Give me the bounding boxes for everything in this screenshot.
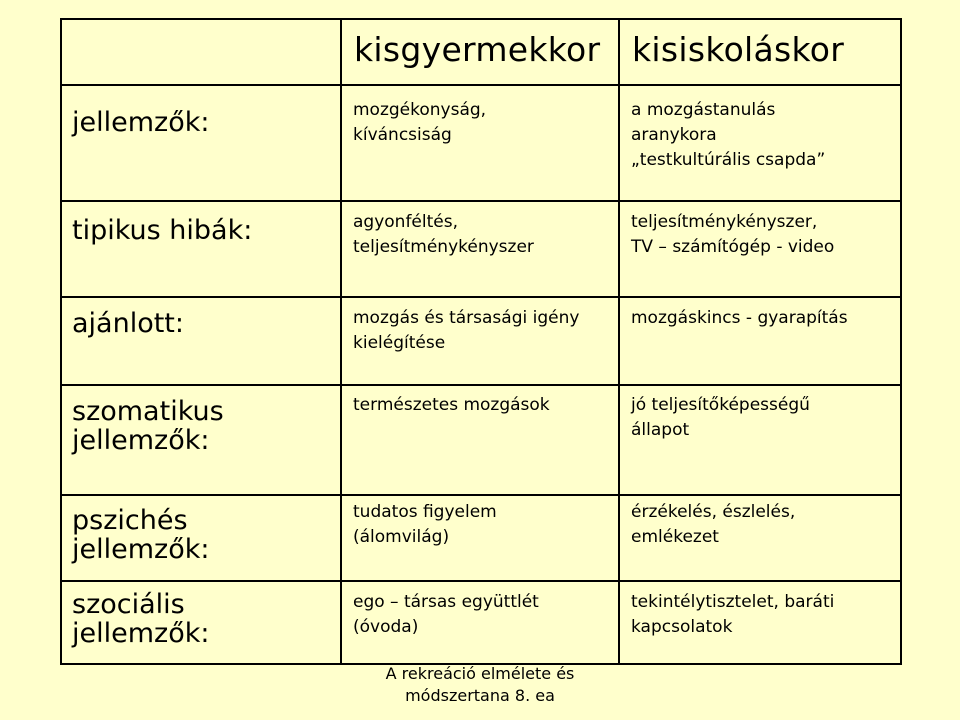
row-label-tipikus-hibak: tipikus hibák:	[61, 201, 341, 297]
cell-kisiskolaskor: a mozgástanulás aranykora „testkultúrális csapda”	[619, 85, 901, 201]
cell-kisgyermekkor: agyonféltés, teljesítménykényszer	[341, 201, 619, 297]
table-row	[61, 201, 901, 297]
row-label-szocialis: szociális jellemzők:	[61, 581, 341, 664]
cell-kisgyermekkor: természetes mozgások	[341, 385, 619, 495]
cell-kisiskolaskor: jó teljesítőképességű állapot	[619, 385, 901, 495]
cell-kisiskolaskor: tekintélytisztelet, baráti kapcsolatok	[619, 581, 901, 664]
cell-kisiskolaskor: érzékelés, észlelés, emlékezet	[619, 495, 901, 581]
header-kisgyermekkor: kisgyermekkor	[341, 19, 619, 85]
table-row	[61, 297, 901, 385]
header-kisiskolaskor: kisiskoláskor	[619, 19, 901, 85]
cell-kisgyermekkor: mozgás és társasági igény kielégítése	[341, 297, 619, 385]
slide-footer: A rekreáció elmélete és módszertana 8. ea	[385, 664, 575, 705]
cell-kisiskolaskor: mozgáskincs - gyarapítás	[619, 297, 901, 385]
table-row	[61, 385, 901, 495]
row-label-ajanlott: ajánlott:	[61, 297, 341, 385]
table-row	[61, 495, 901, 581]
cell-kisgyermekkor: tudatos figyelem (álomvilág)	[341, 495, 619, 581]
comparison-table	[60, 18, 902, 665]
cell-kisgyermekkor: ego – társas együttlét (óvoda)	[341, 581, 619, 664]
header-row	[61, 19, 901, 85]
row-label-szomatikus: szomatikus jellemzők:	[61, 385, 341, 495]
row-label-jellemzok: jellemzők:	[61, 85, 341, 201]
cell-kisiskolaskor: teljesítménykényszer, TV – számítógép - video	[619, 201, 901, 297]
table-row	[61, 85, 901, 201]
cell-kisgyermekkor: mozgékonyság, kíváncsiság	[341, 85, 619, 201]
table-row	[61, 581, 901, 664]
header-empty-cell	[61, 19, 341, 85]
row-label-pszichés: pszichés jellemzők:	[61, 495, 341, 581]
